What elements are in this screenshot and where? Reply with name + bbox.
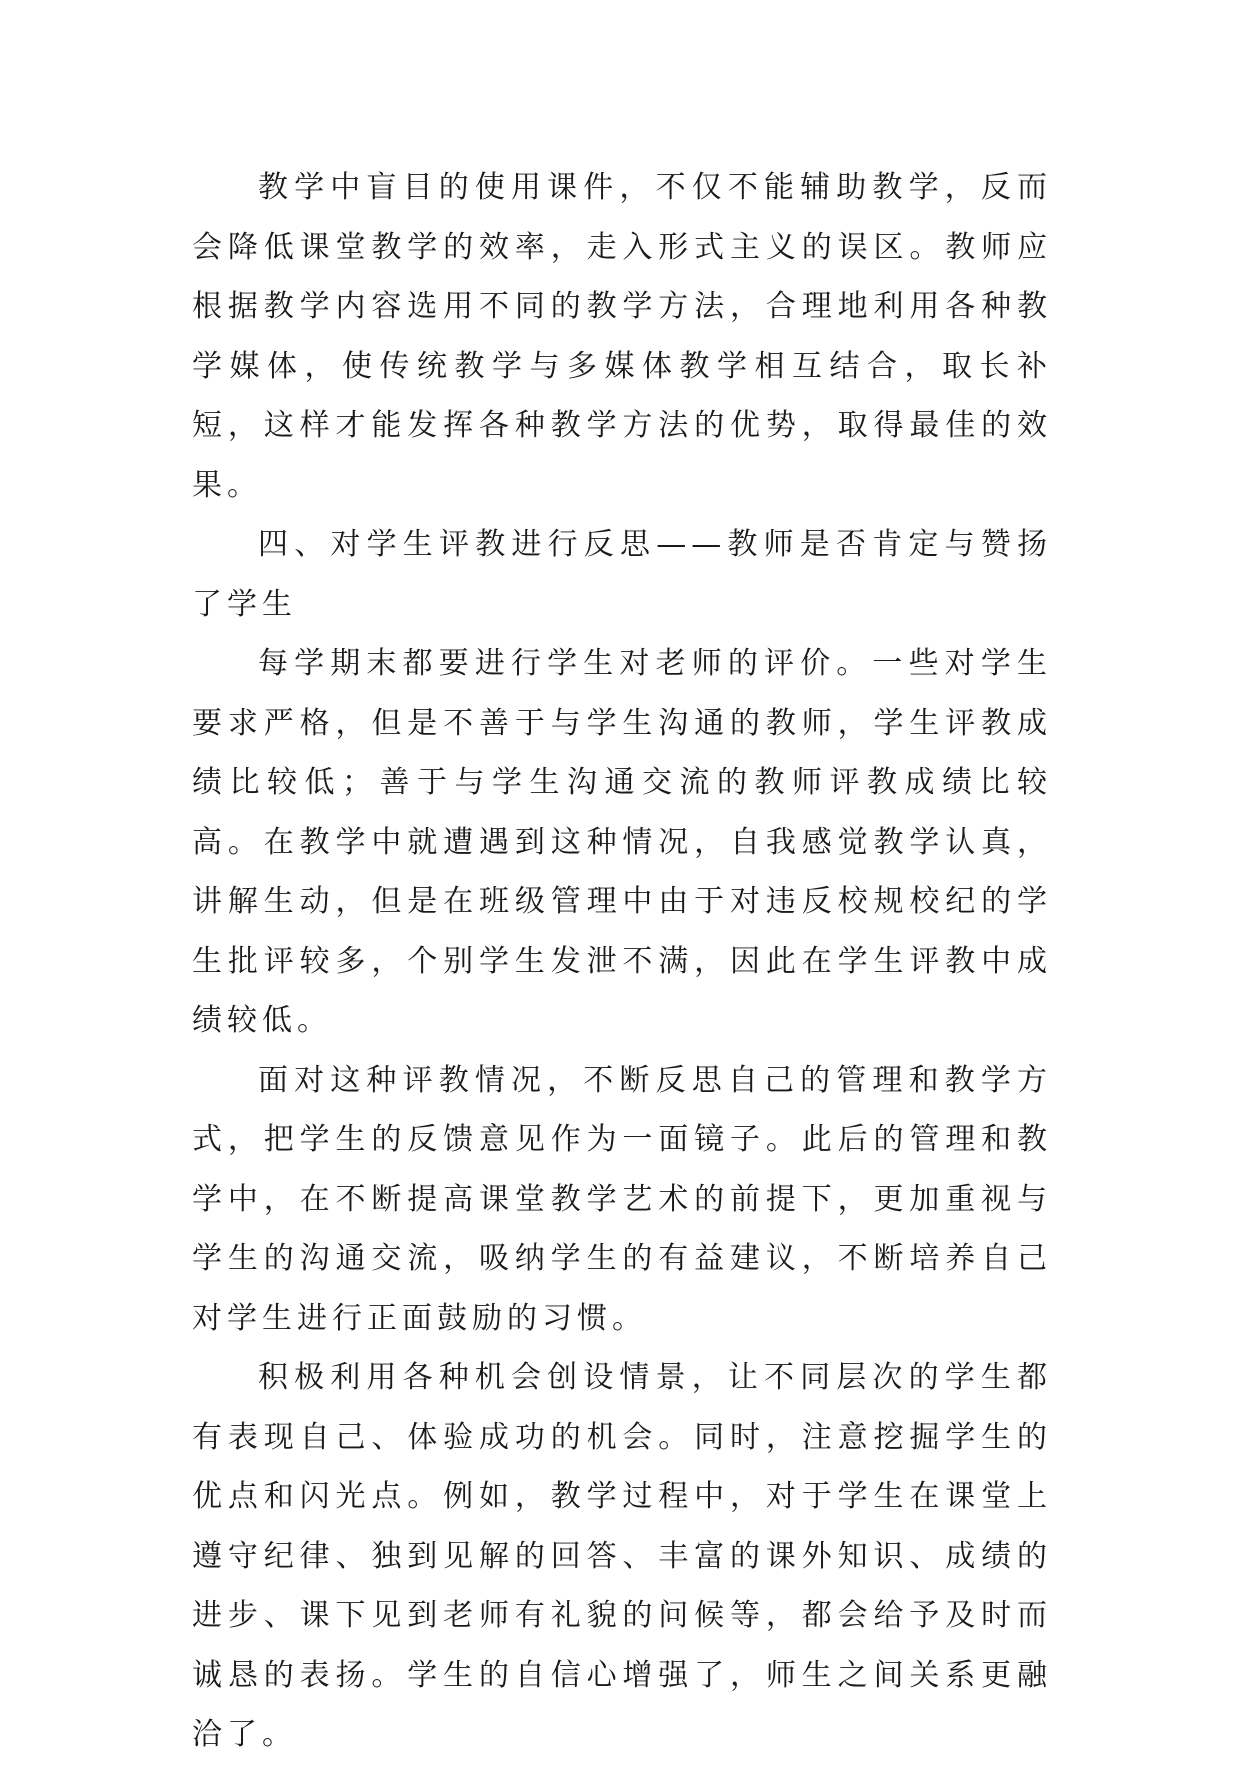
paragraph-courseware: 教学中盲目的使用课件，不仅不能辅助教学，反而会降低课堂教学的效率，走入形式主义的误区。教师应根据教学内容选用不同的教学方法，合理地利用各种教学媒体，使传统教学与多媒体教学相互结合，取长补短，这样才能发挥各种教学方法的优势，取得最佳的效果。	[192, 170, 1052, 503]
section-heading-four: 四、对学生评教进行反思——教师是否肯定与赞扬了学生	[192, 527, 1052, 622]
paragraph-evaluation: 每学期末都要进行学生对老师的评价。一些对学生要求严格，但是不善于与学生沟通的教师，学生评教成绩比较低；善于与学生沟通交流的教师评教成绩比较高。在教学中就遭遇到这种情况，自我感觉教学认真，讲解生动，但是在班级管理中由于对违反校规校纪的学生批评较多，个别学生发泄不满，因此在学生评教中成绩较低。	[192, 646, 1052, 1038]
paragraph-encouragement: 积极利用各种机会创设情景，让不同层次的学生都有表现自己、体验成功的机会。同时，注意挖掘学生的优点和闪光点。例如，教学过程中，对于学生在课堂上遵守纪律、独到见解的回答、丰富的课外知识、成绩的进步、课下见到老师有礼貌的问候等，都会给予及时而诚恳的表扬。学生的自信心增强了，师生之间关系更融洽了。	[192, 1360, 1052, 1752]
paragraph-reflection: 面对这种评教情况，不断反思自己的管理和教学方式，把学生的反馈意见作为一面镜子。此后的管理和教学中，在不断提高课堂教学艺术的前提下，更加重视与学生的沟通交流，吸纳学生的有益建议，不断培养自己对学生进行正面鼓励的习惯。	[192, 1062, 1052, 1336]
document-page	[192, 158, 1052, 1765]
